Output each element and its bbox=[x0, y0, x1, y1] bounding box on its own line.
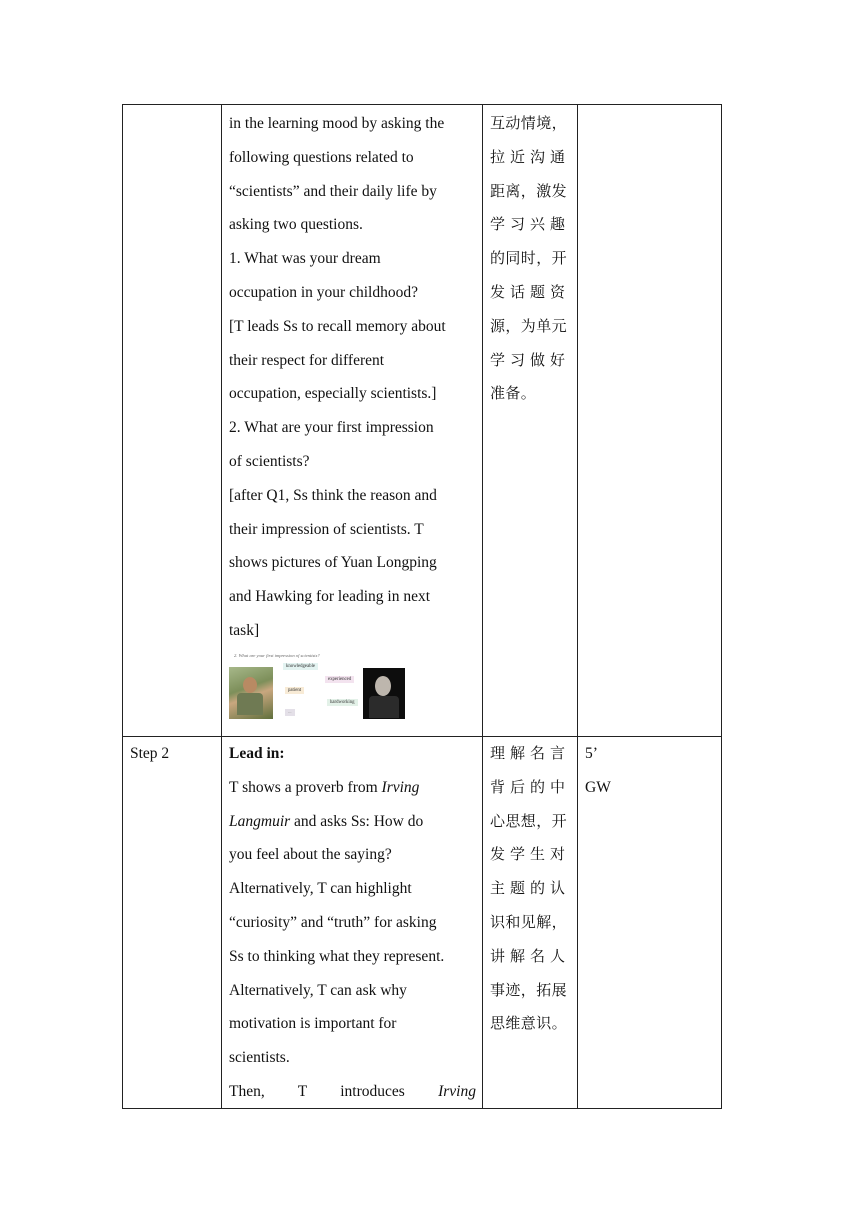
row1-activity-cell bbox=[229, 107, 476, 648]
activity-line: motivation is important for bbox=[229, 1015, 397, 1033]
activity-line: task] bbox=[229, 621, 260, 639]
row2-step-cell bbox=[130, 737, 218, 771]
purpose-line: 思维意识。 bbox=[490, 1014, 568, 1033]
purpose-line: 理解名言 bbox=[490, 744, 571, 762]
purpose-line: 学习做好 bbox=[490, 350, 571, 369]
purpose-line: 学习兴趣 bbox=[490, 215, 571, 234]
purpose-line: 主题的认 bbox=[490, 879, 571, 898]
yuan-longping-photo bbox=[229, 667, 273, 719]
activity-line: Alternatively, T can highlight bbox=[229, 880, 412, 898]
activity-line: Then, T introduces Irving bbox=[229, 1082, 476, 1100]
purpose-line: 讲解名人 bbox=[490, 946, 571, 965]
row2-time-cell bbox=[585, 737, 715, 805]
step-label: Step 2 bbox=[130, 745, 170, 762]
activity-line: asking two questions. bbox=[229, 216, 363, 234]
activity-line: “curiosity” and “truth” for asking bbox=[229, 913, 437, 931]
purpose-line: 的同时，开 bbox=[490, 249, 568, 268]
activity-line: 2. What are your first impression bbox=[229, 419, 434, 437]
activity-line: “scientists” and their daily life by bbox=[229, 182, 437, 200]
purpose-line: 事迹，拓展 bbox=[490, 980, 568, 999]
grouping-value: GW bbox=[585, 778, 611, 796]
activity-line: in the learning mood by asking the bbox=[229, 115, 445, 132]
purpose-line: 背后的中 bbox=[490, 777, 571, 796]
slide-caption: 2. What are your first impression of scientists? bbox=[234, 653, 320, 658]
activity-line: T shows a proverb from Irving bbox=[229, 778, 420, 796]
column-divider bbox=[577, 105, 578, 1108]
purpose-line: 互动情境， bbox=[490, 114, 568, 132]
activity-line: following questions related to bbox=[229, 148, 414, 166]
word-tag: hardworking bbox=[327, 699, 358, 706]
activity-line: and Hawking for leading in next bbox=[229, 588, 431, 606]
purpose-line: 距离，激发 bbox=[490, 181, 568, 200]
purpose-line: 源，为单元 bbox=[490, 316, 568, 335]
activity-line: [after Q1, Ss think the reason and bbox=[229, 486, 437, 504]
time-value: 5’ bbox=[585, 745, 598, 762]
row1-purpose-cell bbox=[490, 107, 572, 411]
word-tag: knowledgeable bbox=[283, 663, 318, 670]
purpose-line: 识和见解， bbox=[490, 912, 568, 931]
row2-purpose-cell bbox=[490, 737, 572, 1041]
activity-line: their impression of scientists. T bbox=[229, 520, 424, 538]
row2-activity-cell bbox=[229, 737, 476, 1109]
activity-line: Langmuir and asks Ss: How do bbox=[229, 812, 424, 830]
activity-line: Alternatively, T can ask why bbox=[229, 981, 407, 999]
activity-line: shows pictures of Yuan Longping bbox=[229, 554, 437, 572]
purpose-line: 发学生对 bbox=[490, 845, 571, 864]
word-tag: patient bbox=[285, 687, 304, 694]
column-divider bbox=[221, 105, 222, 1108]
word-tag: experienced bbox=[325, 676, 354, 683]
lead-in-heading: Lead in: bbox=[229, 745, 285, 762]
activity-line: their respect for different bbox=[229, 351, 385, 369]
activity-line: you feel about the saying? bbox=[229, 846, 392, 864]
activity-line: occupation in your childhood? bbox=[229, 283, 418, 301]
word-tag: ... bbox=[285, 709, 295, 716]
lesson-plan-table bbox=[122, 104, 722, 1109]
activity-line: scientists. bbox=[229, 1049, 290, 1067]
purpose-line: 心思想，开 bbox=[490, 811, 568, 830]
activity-line: [T leads Ss to recall memory about bbox=[229, 317, 446, 335]
hawking-photo bbox=[363, 668, 405, 719]
activity-line: 1. What was your dream bbox=[229, 250, 381, 268]
purpose-line: 准备。 bbox=[490, 384, 537, 403]
column-divider bbox=[482, 105, 483, 1108]
purpose-line: 拉近沟通 bbox=[490, 147, 571, 166]
scientists-slide-image bbox=[229, 653, 407, 723]
activity-line: Ss to thinking what they represent. bbox=[229, 947, 445, 965]
activity-line: occupation, especially scientists.] bbox=[229, 385, 437, 403]
purpose-line: 发话题资 bbox=[490, 282, 571, 301]
activity-line: of scientists? bbox=[229, 452, 310, 470]
